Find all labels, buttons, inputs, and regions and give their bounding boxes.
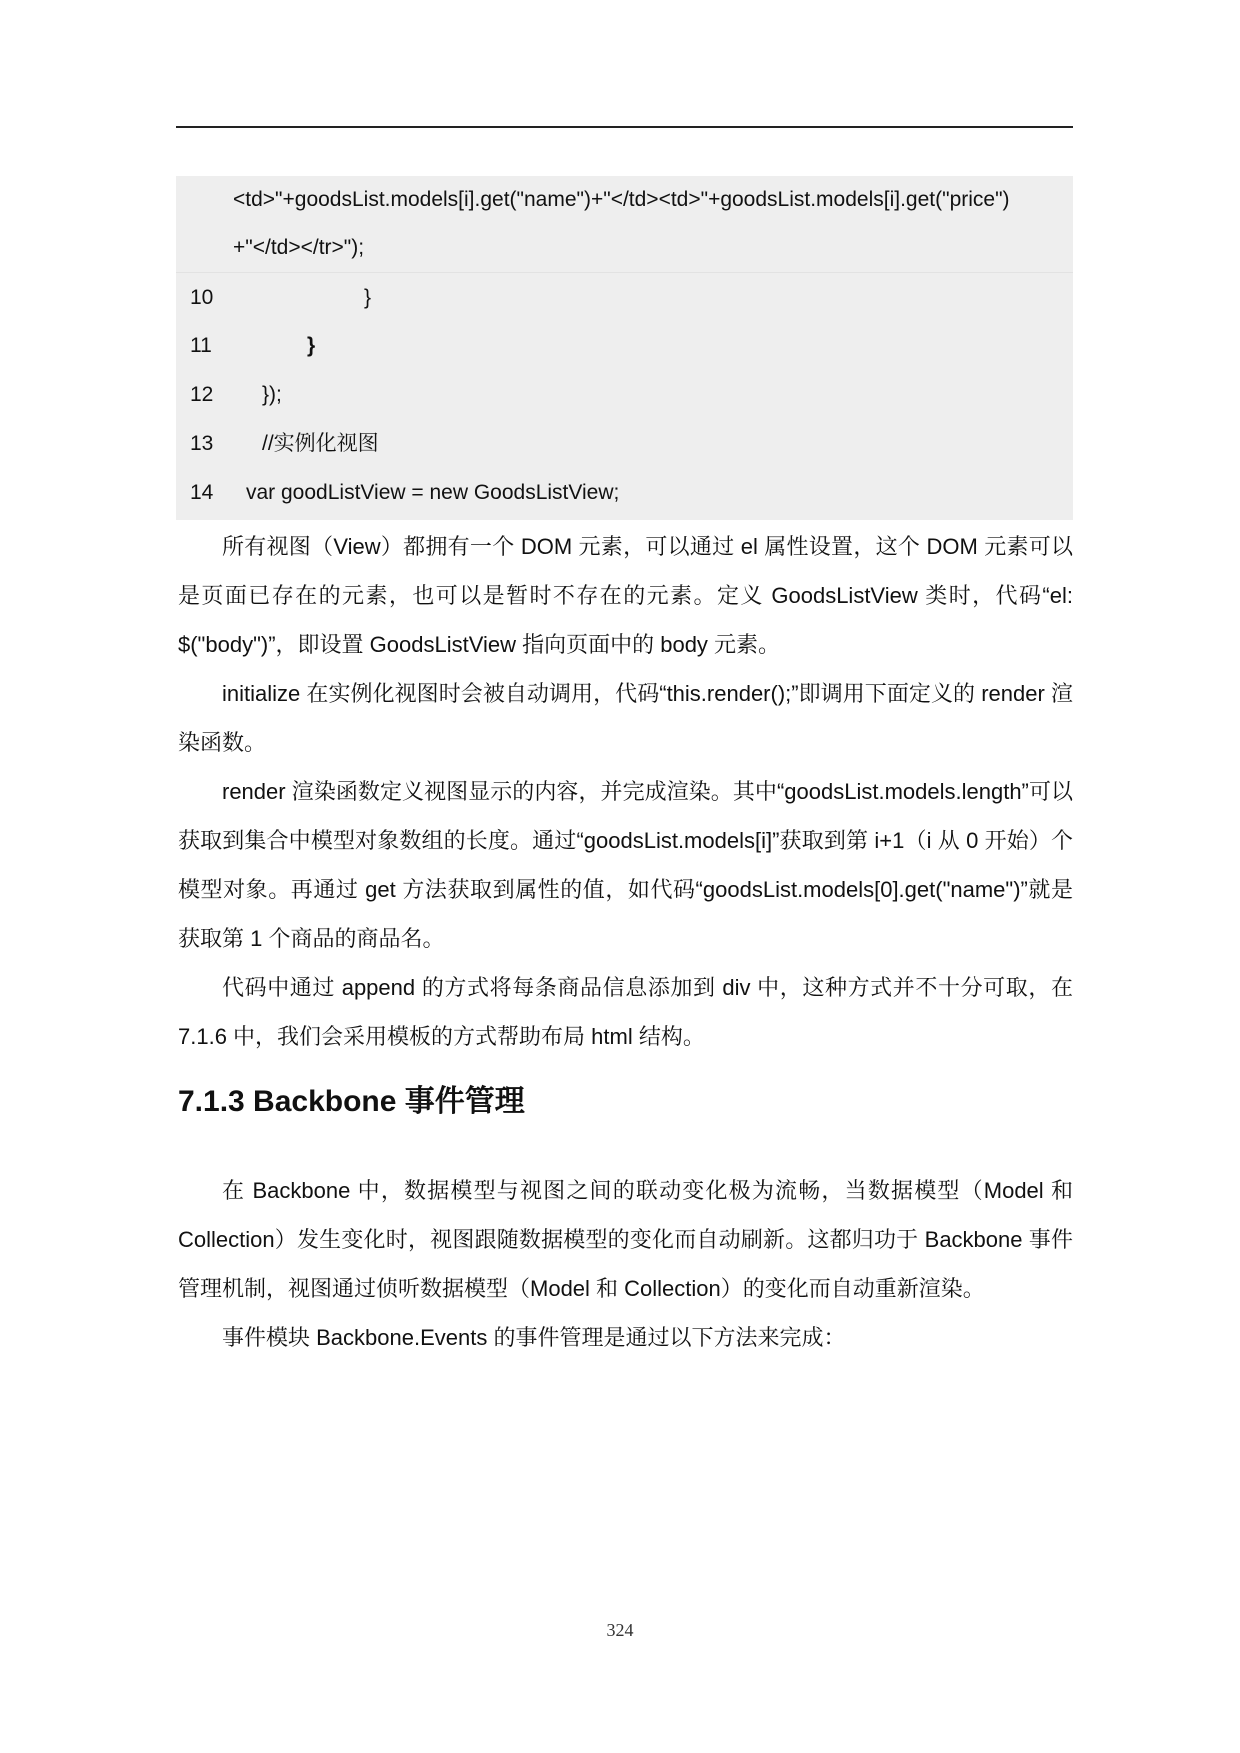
body-paragraph: 代码中通过 append 的方式将每条商品信息添加到 div 中，这种方式并不十分可取，在 7.1.6 中，我们会采用模板的方式帮助布局 html 结构。 — [178, 975, 1073, 1049]
code-line — [176, 274, 1073, 322]
page-number: 324 — [606, 1620, 634, 1640]
line-number: 13 — [190, 432, 214, 455]
body-paragraph: render 渲染函数定义视图显示的内容，并完成渲染。其中“goodsList.models.length”可以获取到集合中模型对象数组的长度。通过“goodsList.models[i]”获取到第 i+1（i 从 0 开始）个模型对象。再通过 get 方法获取到属性的值，如代码“goodsList.models[0].get("name")”就是获取第 1 个商品的商品名。 — [178, 779, 1073, 951]
code-line-separator — [176, 272, 1073, 273]
code-text: } — [364, 286, 372, 309]
code-line — [176, 420, 1073, 468]
code-text: +"</td></tr>"); — [233, 236, 365, 259]
code-line — [176, 224, 1073, 272]
code-line — [176, 176, 1073, 224]
body-paragraph: 所有视图（View）都拥有一个 DOM 元素，可以通过 el 属性设置，这个 DOM 元素可以是页面已存在的元素，也可以是暂时不存在的元素。定义 GoodsListView 类时，代码“el: $("body")”，即设置 GoodsListView 指向页面中的 body 元素。 — [178, 534, 1073, 657]
code-text: //实例化视图 — [262, 432, 379, 455]
code-text: <td>"+goodsList.models[i].get("name")+"</td><td>"+goodsList.models[i].get("price") — [233, 188, 1010, 211]
code-text: var goodListView = new GoodsListView; — [246, 481, 620, 504]
line-number: 10 — [190, 286, 214, 309]
code-text: } — [307, 334, 316, 357]
code-line — [176, 322, 1073, 370]
line-number: 11 — [190, 334, 212, 357]
section-heading: 7.1.3 Backbone 事件管理 — [178, 1085, 525, 1118]
body-paragraph: initialize 在实例化视图时会被自动调用，代码“this.render();”即调用下面定义的 render 渲染函数。 — [178, 681, 1073, 755]
code-line — [176, 371, 1073, 419]
body-paragraph: 事件模块 Backbone.Events 的事件管理是通过以下方法来完成： — [222, 1325, 846, 1350]
header-rule — [176, 126, 1073, 128]
code-line — [176, 469, 1073, 517]
code-text: }); — [262, 383, 282, 406]
code-block — [176, 176, 1073, 520]
line-number: 14 — [190, 481, 214, 504]
body-paragraph: 在 Backbone 中，数据模型与视图之间的联动变化极为流畅，当数据模型（Model 和 Collection）发生变化时，视图跟随数据模型的变化而自动刷新。这都归功于 Backbone 事件管理机制，视图通过侦听数据模型（Model 和 Collection）的变化而自动重新渲染。 — [178, 1178, 1073, 1301]
line-number: 12 — [190, 383, 214, 406]
